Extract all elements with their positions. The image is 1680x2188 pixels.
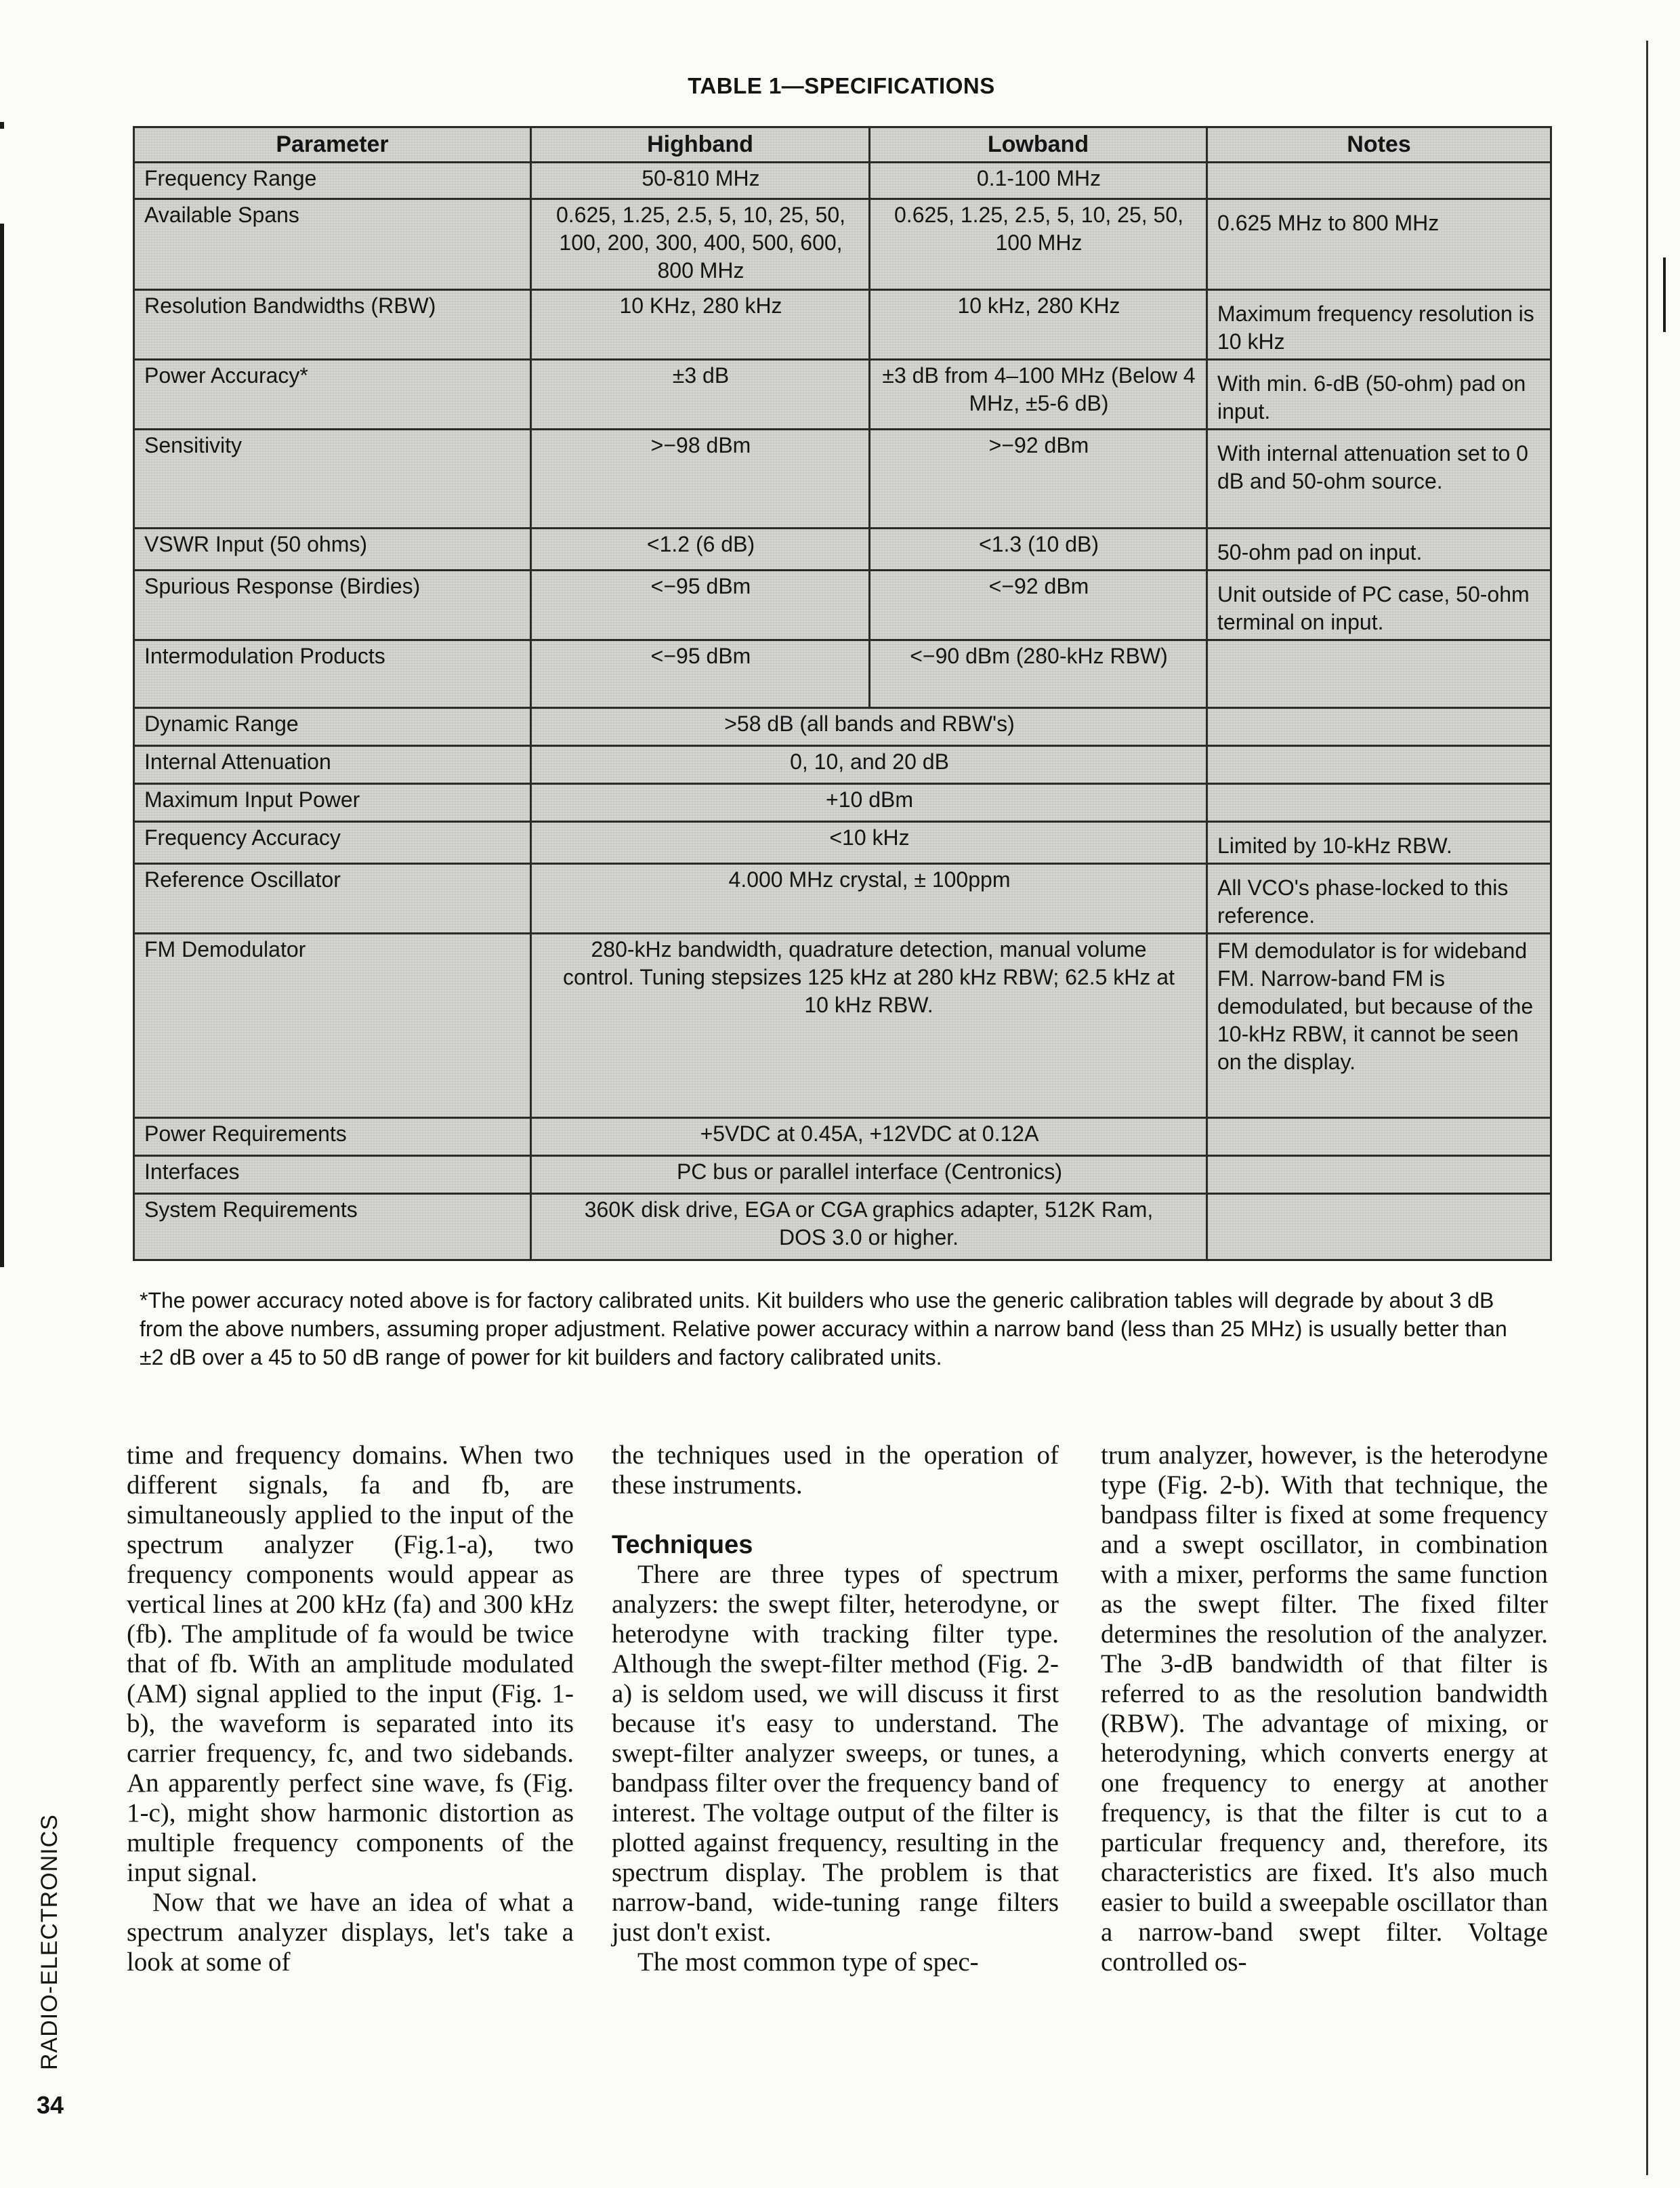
cell-parameter: Power Accuracy* xyxy=(134,360,531,430)
cell-notes xyxy=(1207,1194,1551,1260)
article-column-1 xyxy=(127,1441,574,1977)
cell-parameter: Reference Oscillator xyxy=(134,864,531,934)
cell-notes: Maximum frequency resolution is 10 kHz xyxy=(1207,290,1551,360)
cell-highband: ±3 dB xyxy=(531,360,870,430)
cell-highband: 50-810 MHz xyxy=(531,163,870,199)
cell-lowband: 0.1-100 MHz xyxy=(870,163,1207,199)
margin-mark xyxy=(1646,41,1648,2175)
table-row xyxy=(134,360,1551,430)
cell-notes: All VCO's phase-locked to this reference. xyxy=(1207,864,1551,934)
cell-lowband: 0.625, 1.25, 2.5, 5, 10, 25, 50, 100 MHz xyxy=(870,199,1207,290)
table-row xyxy=(134,1194,1551,1260)
table-row xyxy=(134,529,1551,571)
table-row xyxy=(134,864,1551,934)
header-lowband: Lowband xyxy=(870,127,1207,163)
cell-combined: 360K disk drive, EGA or CGA graphics adapter, 512K Ram, DOS 3.0 or higher. xyxy=(531,1194,1207,1260)
table-row xyxy=(134,708,1551,746)
cell-parameter: Dynamic Range xyxy=(134,708,531,746)
cell-combined: 4.000 MHz crystal, ± 100ppm xyxy=(531,864,1207,934)
table-row xyxy=(134,934,1551,1118)
table-row xyxy=(134,640,1551,708)
cell-combined: +10 dBm xyxy=(531,784,1207,822)
cell-parameter: Frequency Range xyxy=(134,163,531,199)
header-notes: Notes xyxy=(1207,127,1551,163)
body-paragraph: time and frequency domains. When two different signals, fa and fb, are simultaneously applied to the input of the spectrum analyzer (Fig.1-a), two frequency components would appear as vertical lines at 200 kHz (fa) and 300 kHz (fb). The amplitude of fa would be twice that of fb. With an amplitude modulated (AM) signal applied to the input (Fig. 1-b), the waveform is separated into its carrier frequency, fc, and two sidebands. An apparently perfect sine wave, fs (Fig. 1-c), might show harmonic distortion as multiple frequency components of the input signal. xyxy=(127,1441,574,1887)
cell-notes: Unit outside of PC case, 50-ohm terminal on input. xyxy=(1207,571,1551,640)
cell-parameter: Interfaces xyxy=(134,1156,531,1194)
margin-mark xyxy=(0,122,4,129)
cell-combined: 0, 10, and 20 dB xyxy=(531,746,1207,784)
table-row xyxy=(134,1156,1551,1194)
margin-mark xyxy=(0,224,4,1267)
section-heading: Techniques xyxy=(612,1531,753,1559)
cell-parameter: Maximum Input Power xyxy=(134,784,531,822)
magazine-name: RADIO-ELECTRONICS xyxy=(37,1814,62,2070)
cell-notes xyxy=(1207,784,1551,822)
cell-notes: With internal attenuation set to 0 dB and 50-ohm source. xyxy=(1207,430,1551,529)
table-row xyxy=(134,430,1551,529)
margin-mark xyxy=(1663,257,1666,332)
cell-notes: 50-ohm pad on input. xyxy=(1207,529,1551,571)
cell-combined: >58 dB (all bands and RBW's) xyxy=(531,708,1207,746)
table-row xyxy=(134,290,1551,360)
cell-highband: <−95 dBm xyxy=(531,640,870,708)
cell-highband: 0.625, 1.25, 2.5, 5, 10, 25, 50, 100, 200, 300, 400, 500, 600, 800 MHz xyxy=(531,199,870,290)
cell-notes: FM demodulator is for wideband FM. Narrow-band FM is demodulated, but because of the 10-kHz RBW, it cannot be seen on the display. xyxy=(1207,934,1551,1118)
body-paragraph: The most common type of spec- xyxy=(637,1947,979,1977)
article-column-3 xyxy=(1101,1441,1548,1977)
cell-combined: <10 kHz xyxy=(531,822,1207,864)
cell-notes xyxy=(1207,640,1551,708)
cell-combined: +5VDC at 0.45A, +12VDC at 0.12A xyxy=(531,1118,1207,1156)
cell-parameter: Frequency Accuracy xyxy=(134,822,531,864)
cell-notes: 0.625 MHz to 800 MHz xyxy=(1207,199,1551,290)
cell-parameter: FM Demodulator xyxy=(134,934,531,1118)
cell-lowband: >−92 dBm xyxy=(870,430,1207,529)
cell-notes xyxy=(1207,708,1551,746)
cell-lowband: 10 kHz, 280 KHz xyxy=(870,290,1207,360)
table-row xyxy=(134,199,1551,290)
cell-notes xyxy=(1207,746,1551,784)
body-paragraph: trum analyzer, however, is the heterodyne type (Fig. 2-b). With that technique, the bandpass filter is fixed at some frequency and a swept oscillator, in combination with a mixer, performs the same function as the swept filter. The fixed filter determines the resolution of the analyzer. The 3-dB bandwidth of that filter is referred to as the resolution bandwidth (RBW). The advantage of mixing, or heterodyning, which converts energy at one frequency to energy at another frequency, is that the filter is cut to a particular frequency and, therefore, its characteristics are fixed. It's also much easier to build a sweepable oscillator than a narrow-band swept filter. Voltage controlled os- xyxy=(1101,1441,1548,1977)
cell-highband: >−98 dBm xyxy=(531,430,870,529)
cell-parameter: Power Requirements xyxy=(134,1118,531,1156)
page-number: 34 xyxy=(37,2091,64,2119)
table-header-row xyxy=(134,127,1551,163)
cell-lowband: <−92 dBm xyxy=(870,571,1207,640)
table-row xyxy=(134,1118,1551,1156)
cell-parameter: Resolution Bandwidths (RBW) xyxy=(134,290,531,360)
cell-lowband: ±3 dB from 4–100 MHz (Below 4 MHz, ±5-6 dB) xyxy=(870,360,1207,430)
cell-combined: 280-kHz bandwidth, quadrature detection, manual volume control. Tuning stepsizes 125 kHz at 280 kHz RBW; 62.5 kHz at 10 kHz RBW. xyxy=(531,934,1207,1118)
header-highband: Highband xyxy=(531,127,870,163)
cell-parameter: Intermodulation Products xyxy=(134,640,531,708)
table-row xyxy=(134,822,1551,864)
cell-notes xyxy=(1207,1156,1551,1194)
specifications-table xyxy=(133,126,1552,1261)
table-row xyxy=(134,784,1551,822)
table-footnote: *The power accuracy noted above is for factory calibrated units. Kit builders who use the generic calibration tables will degrade by about 3 dB from the above numbers, assuming proper adjustment. Relative power accuracy within a narrow band (less than 25 MHz) is usually better than ±2 dB over a 45 to 50 dB range of power for kit builders and factory calibrated units. xyxy=(140,1288,1507,1369)
table-row xyxy=(134,571,1551,640)
cell-parameter: Sensitivity xyxy=(134,430,531,529)
cell-lowband: <1.3 (10 dB) xyxy=(870,529,1207,571)
cell-notes: Limited by 10-kHz RBW. xyxy=(1207,822,1551,864)
cell-combined: PC bus or parallel interface (Centronics) xyxy=(531,1156,1207,1194)
header-parameter: Parameter xyxy=(134,127,531,163)
article-column-2 xyxy=(612,1441,1059,1977)
table-row xyxy=(134,163,1551,199)
cell-highband: <1.2 (6 dB) xyxy=(531,529,870,571)
cell-parameter: System Requirements xyxy=(134,1194,531,1260)
table-row xyxy=(134,746,1551,784)
cell-notes xyxy=(1207,1118,1551,1156)
body-paragraph: There are three types of spectrum analyzers: the swept filter, heterodyne, or heterodyne with tracking filter type. Although the swept-filter method (Fig. 2-a) is seldom used, we will discuss it first because it's easy to understand. The swept-filter analyzer sweeps, or tunes, a bandpass filter over the frequency band of interest. The voltage output of the filter is plotted against frequency, resulting in the spectrum display. The problem is that narrow-band, wide-tuning range filters just don't exist. xyxy=(612,1560,1059,1947)
cell-parameter: Available Spans xyxy=(134,199,531,290)
body-paragraph: Now that we have an idea of what a spectrum analyzer displays, let's take a look at some of xyxy=(127,1888,574,1977)
table-title: TABLE 1—SPECIFICATIONS xyxy=(688,73,995,98)
cell-highband: 10 KHz, 280 kHz xyxy=(531,290,870,360)
cell-lowband: <−90 dBm (280-kHz RBW) xyxy=(870,640,1207,708)
cell-notes xyxy=(1207,163,1551,199)
body-paragraph: the techniques used in the operation of these instruments. xyxy=(612,1441,1059,1500)
cell-parameter: VSWR Input (50 ohms) xyxy=(134,529,531,571)
cell-parameter: Spurious Response (Birdies) xyxy=(134,571,531,640)
cell-parameter: Internal Attenuation xyxy=(134,746,531,784)
cell-highband: <−95 dBm xyxy=(531,571,870,640)
cell-notes: With min. 6-dB (50-ohm) pad on input. xyxy=(1207,360,1551,430)
